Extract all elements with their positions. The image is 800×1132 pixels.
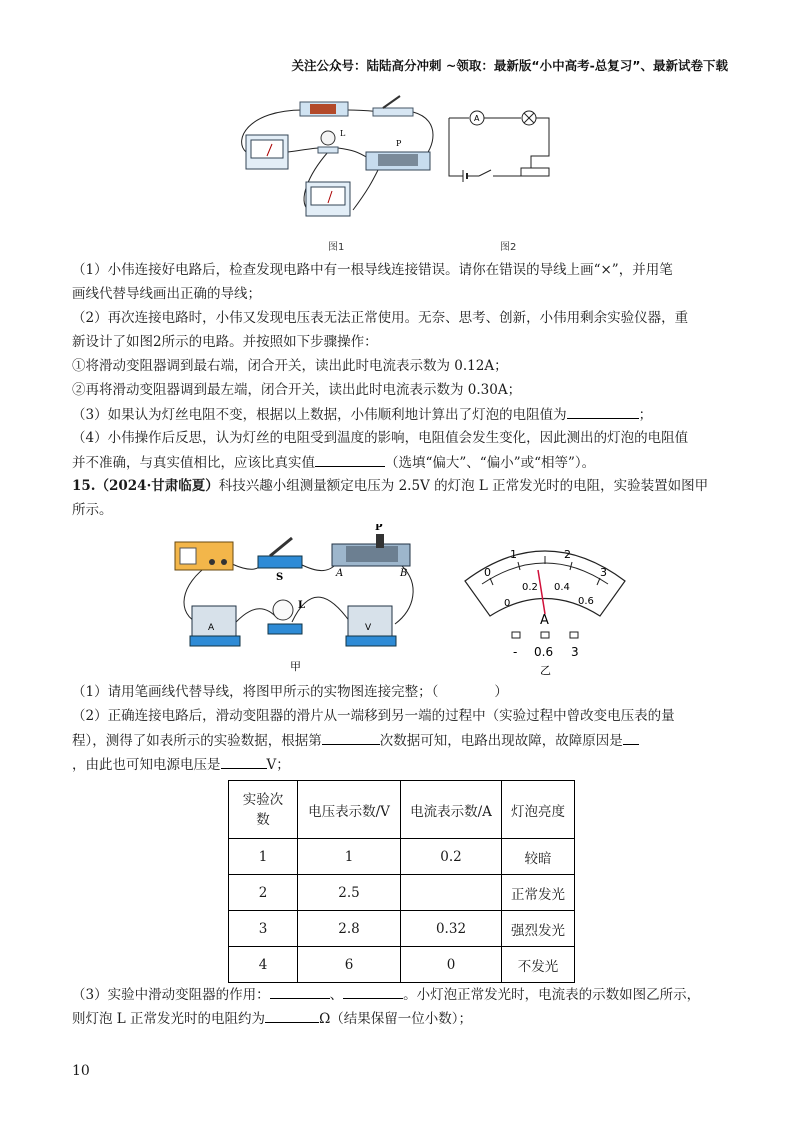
table-cell: 0.2 [401, 839, 502, 875]
label-yi: 乙 [540, 664, 551, 676]
figure-1-caption: 图1 [328, 242, 345, 253]
figure-1-circuit [228, 90, 438, 230]
label-voltmeter: V [365, 623, 372, 633]
label-A-end: A [336, 568, 344, 579]
q15-part2-line1: （2）正确连接电路后，滑动变阻器的滑片从一端移到另一端的过程中（实验过程中曾改变电压表的量 [72, 708, 675, 724]
label-L: L [340, 129, 346, 138]
q15-part3-pre: （3）实验中滑动变阻器的作用： [72, 987, 270, 1003]
table-cell: 2.8 [298, 911, 401, 947]
table-header-voltage: 电压表示数/V [298, 781, 401, 839]
q14-step2: ②再将滑动变阻器调到最左端，闭合开关，读出此时电流表示数为 0.30A； [72, 382, 522, 398]
figure-2-caption: 图2 [500, 242, 517, 253]
table-cell: 1 [229, 839, 298, 875]
q15-part3-line1 [72, 984, 700, 1005]
label-L: L [298, 600, 306, 611]
q15-stem-line2: 所示。 [72, 502, 113, 518]
q15-part3-post: 。小灯泡正常发光时，电流表的示数如图乙所示， [403, 987, 701, 1003]
table-cell: 0.32 [401, 911, 502, 947]
table-row [229, 875, 575, 911]
scale-lower-0-2: 0.2 [522, 582, 538, 593]
table-row [229, 947, 575, 983]
answer-blank[interactable] [343, 984, 403, 999]
answer-blank[interactable] [265, 1008, 319, 1023]
q15-part1-text: （1）请用笔画线代替导线，将图甲所示的实物图连接完整；（ [72, 684, 439, 700]
answer-blank[interactable] [567, 404, 639, 419]
label-S: S [276, 572, 284, 583]
scale-lower-0: 0 [504, 598, 511, 609]
q15-stem-line1 [72, 476, 708, 496]
table-cell: 6 [298, 947, 401, 983]
answer-blank[interactable] [315, 452, 385, 467]
scale-upper-1: 1 [510, 548, 517, 561]
scale-upper-3: 3 [600, 566, 607, 579]
page-header: 关注公众号：陆陆高分冲刺 ~领取：最新版“小中高考-总复习”、最新试卷下载 [291, 58, 728, 73]
q15-part2-line3 [72, 754, 290, 775]
label-ammeter: A [208, 623, 215, 633]
q14-part4-line1: （4）小伟操作后反思，认为灯丝的电阻受到温度的影响，电阻值会发生变化，因此测出的灯泡的电阻值 [72, 430, 689, 446]
table-row [229, 839, 575, 875]
q14-part2-line1: （2）再次连接电路时，小伟又发现电压表无法正常使用。无奈、思考、创新，小伟用剩余实验仪器，重 [72, 310, 689, 326]
q15-part2c-pre: ，由此也可知电源电压是 [72, 757, 221, 773]
answer-blank[interactable] [221, 754, 267, 769]
table-header-current: 电流表示数/A [401, 781, 502, 839]
table-cell: 强烈发光 [502, 911, 575, 947]
table-cell: 4 [229, 947, 298, 983]
table-cell: 2 [229, 875, 298, 911]
q15-part3-sep: 、 [329, 987, 344, 1003]
q14-part3-end: ； [638, 407, 653, 423]
q14-part3 [72, 404, 652, 425]
table-cell: 不发光 [502, 947, 575, 983]
table-cell [401, 875, 502, 911]
scale-upper-0: 0 [484, 566, 491, 579]
q15-part1-end: ） [494, 684, 508, 700]
answer-blank[interactable] [322, 730, 380, 745]
label-jia: 甲 [290, 660, 301, 673]
q15-number: 15. [72, 478, 96, 494]
terminal-0-6: 0.6 [534, 645, 554, 659]
q14-part1-line2: 画线代替导线画出正确的导线； [72, 286, 261, 302]
scale-upper-2: 2 [564, 548, 571, 561]
label-P: P [375, 524, 383, 533]
q14-part3-text: （3）如果认为灯丝电阻不变，根据以上数据，小伟顺利地计算出了灯泡的电阻值为 [72, 407, 567, 423]
figure-jia-apparatus [170, 524, 420, 674]
answer-blank[interactable] [270, 984, 330, 999]
figure-yi-ammeter-dial [460, 536, 630, 676]
q14-part1-line1: （1）小伟连接好电路后，检查发现电路中有一根导线连接错误。请你在错误的导线上画“×”，并用笔 [72, 262, 673, 278]
scale-lower-0-4: 0.4 [554, 582, 570, 593]
q15-part2-mid: 次数据可知，电路出现故障，故障原因是 [379, 733, 623, 749]
q15-part2c-post: V； [266, 757, 290, 773]
figure-2-schematic [445, 104, 555, 194]
label-P: P [396, 139, 402, 148]
table-header-row [229, 781, 575, 839]
q15-part3-line2 [72, 1008, 472, 1029]
page-number: 10 [72, 1063, 90, 1079]
q15-part2-line2 [72, 730, 639, 751]
q15-stem-text: 科技兴趣小组测量额定电压为 2.5V 的灯泡 L 正常发光时的电阻，实验装置如图甲 [218, 478, 709, 494]
q15-part3b-pre: 则灯泡 L 正常发光时的电阻约为 [72, 1011, 266, 1027]
table-cell: 0 [401, 947, 502, 983]
q15-part3b-post: （结果保留一位小数）； [330, 1011, 473, 1027]
table-cell: 3 [229, 911, 298, 947]
q14-step1: ①将滑动变阻器调到最右端，闭合开关，读出此时电流表示数为 0.12A； [72, 358, 508, 374]
q14-part4-line2 [72, 452, 595, 473]
table-cell: 2.5 [298, 875, 401, 911]
table-header-brightness: 灯泡亮度 [502, 781, 575, 839]
data-table [228, 780, 575, 983]
q15-source: （2024·甘肃临夏） [95, 478, 219, 494]
answer-blank[interactable] [623, 730, 639, 745]
table-cell: 较暗 [502, 839, 575, 875]
q15-part2-pre: 程），测得了如表所示的实验数据，根据第 [72, 733, 322, 749]
label-B-end: B [400, 568, 408, 579]
terminal-3: 3 [571, 645, 579, 659]
ohm-unit: Ω [319, 1011, 331, 1027]
q14-part2-line2: 新设计了如图2所示的电路。并按照如下步骤操作： [72, 334, 378, 350]
scale-lower-0-6: 0.6 [578, 596, 594, 607]
table-row [229, 911, 575, 947]
table-cell: 正常发光 [502, 875, 575, 911]
ammeter-symbol: A [474, 114, 480, 123]
q14-part4-pre: 并不准确，与真实值相比，应该比真实值 [72, 455, 315, 471]
table-header-trial: 实验次 数 [229, 781, 298, 839]
meter-unit: A [540, 613, 549, 628]
q15-part1 [72, 682, 508, 702]
terminal-negative: - [513, 645, 518, 659]
table-cell: 1 [298, 839, 401, 875]
q14-part4-post: （选填“偏大”、“偏小”或“相等”）。 [385, 455, 596, 471]
